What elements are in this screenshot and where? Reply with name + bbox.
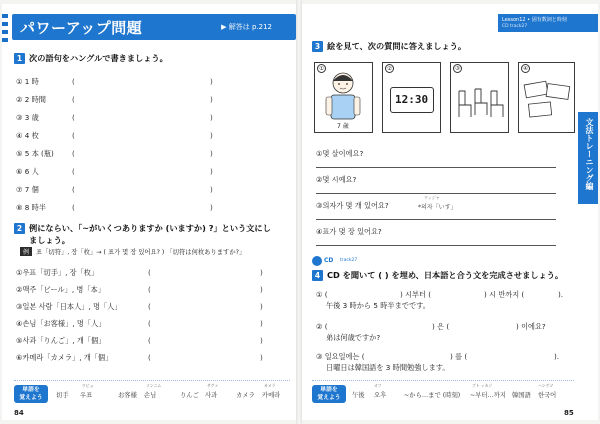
q1-heading <box>14 53 168 64</box>
vocab-ruby: オフ <box>374 383 382 388</box>
vocab-badge-line2: 覚えよう <box>317 395 341 401</box>
q1-item: ③ 3 歳 <box>16 113 39 122</box>
answer-blank-open[interactable]: ( <box>72 149 75 158</box>
answer-blank-open[interactable]: ( <box>148 302 151 311</box>
answer-blank-open[interactable]: ( <box>148 319 151 328</box>
cd-track: track27 <box>340 258 358 263</box>
vocab-ja: お客様 <box>118 392 137 399</box>
vocab-ko: 오후 <box>374 392 387 399</box>
vocab-ja: 午後 <box>352 392 365 399</box>
answer-blank-open[interactable]: ( <box>148 353 151 362</box>
vocab-ruby: ウピョ <box>82 383 94 388</box>
q3-heading <box>312 41 466 52</box>
answer-blank-open[interactable]: ( <box>148 336 151 345</box>
q4-heading <box>312 270 563 281</box>
vocab-ruby: ソンニム <box>146 383 162 388</box>
vocab-ruby: カメラ <box>264 383 276 388</box>
answer-blank-open[interactable]: ( <box>72 185 75 194</box>
q4-fragment: ) 시 반까지 ( <box>484 290 525 299</box>
page-number: 84 <box>14 409 24 417</box>
q2-item: ②맥주「ビール」, 병「本」 <box>16 285 105 294</box>
q4-translation: 日曜日は韓国語を 3 時間勉強します。 <box>326 363 450 372</box>
q1-item: ④ 4 枚 <box>16 131 39 140</box>
right-page <box>302 4 598 420</box>
answer-line[interactable] <box>316 219 556 220</box>
vocab-badge-line1: 単語を <box>320 387 338 393</box>
vocab-badge <box>14 385 48 403</box>
picture-number: ④ <box>521 64 530 73</box>
q4-fragment: ) 시부터 ( <box>400 290 432 299</box>
answer-blank-close: ) <box>210 149 213 158</box>
answer-blank-close: ) <box>210 167 213 176</box>
q4-fragment: ② ( <box>316 322 328 331</box>
answer-blank-open[interactable]: ( <box>72 113 75 122</box>
digital-clock-icon <box>390 87 434 113</box>
title-bar <box>12 14 296 40</box>
answer-blank-close: ) <box>260 285 263 294</box>
page-number: 85 <box>564 409 574 417</box>
chairs-icon <box>451 69 508 129</box>
q4-translation: 弟は何歳ですか? <box>326 333 381 342</box>
q4-fragment: ① ( <box>316 290 328 299</box>
vocab-ko: 손님 <box>144 392 157 399</box>
side-tab[interactable] <box>578 112 598 204</box>
boy-illustration <box>315 65 372 125</box>
answer-blank-open[interactable]: ( <box>72 95 75 104</box>
vocab-ko: ~부터…까지 <box>470 392 506 399</box>
answer-line[interactable] <box>316 245 556 246</box>
clock-time: 12:30 <box>395 93 429 106</box>
q3-question: ①몇 살이에요? <box>316 149 364 158</box>
q1-item: ⑥ 6 人 <box>16 167 39 176</box>
answer-blank-close: ) <box>260 302 263 311</box>
vocab-badge <box>312 385 346 403</box>
vocab-ko: 카메라 <box>262 392 281 399</box>
answer-blank-open[interactable]: ( <box>72 77 75 86</box>
answer-blank-open[interactable]: ( <box>72 131 75 140</box>
q4-number: 4 <box>312 270 323 281</box>
answer-blank-close: ) <box>210 203 213 212</box>
q2-item: ④손님「お客様」, 명「人」 <box>16 319 106 328</box>
picture-clock <box>382 62 441 133</box>
q3-question: ②몇 시예요? <box>316 175 357 184</box>
vocab-ko: 사과 <box>205 392 218 399</box>
q4-translation: 午後 3 時から 5 時半までです。 <box>326 301 430 310</box>
q4-fragment: ). <box>558 290 564 299</box>
q4-fragment: ) 이에요? <box>516 322 546 331</box>
vocab-ko: 한국어 <box>538 392 557 399</box>
answer-blank-close: ) <box>210 77 213 86</box>
chair-note: *의자「いす」 <box>418 204 457 211</box>
q4-fragment: ③ 일요일에는 ( <box>316 352 365 361</box>
q3-question: ④표가 몇 장 있어요? <box>316 227 382 236</box>
q4-instruction: CD を聞いて ( ) を埋め、日本語と合う文を完成させましょう。 <box>327 270 564 280</box>
lesson-bar <box>498 14 598 32</box>
example-text: 표「切符」, 장「枚」→ ( 표가 몇 장 있어요? ) 「切符は何枚ありますか?」 <box>36 249 246 256</box>
answer-line[interactable] <box>316 167 556 168</box>
q1-item: ① 1 時 <box>16 77 39 86</box>
picture-number: ③ <box>453 64 462 73</box>
left-page <box>2 4 296 420</box>
vocab-ja: りんご <box>180 392 199 399</box>
lesson-title: Lesson12 • 固有数詞と時刻 <box>502 17 567 23</box>
answer-blank-close: ) <box>210 185 213 194</box>
q2-number: 2 <box>14 223 25 234</box>
picture-number: ① <box>317 64 326 73</box>
answer-blank-open[interactable]: ( <box>148 268 151 277</box>
chair-ruby: ウィジャ <box>424 195 440 200</box>
q1-instruction: 次の語句をハングルで書きましょう。 <box>29 53 168 63</box>
age-caption: 7 歳 <box>337 123 349 130</box>
answer-blank-open[interactable]: ( <box>72 203 75 212</box>
vocab-badge-line2: 覚えよう <box>19 395 43 401</box>
vocab-ko: 우표 <box>80 392 93 399</box>
q1-item: ⑦ 7 個 <box>16 185 39 194</box>
vocab-badge-line1: 単語を <box>22 387 40 393</box>
answer-blank-close: ) <box>260 268 263 277</box>
q2-item: ①우표「切手」, 장「枚」 <box>16 268 99 277</box>
q1-item: ⑤ 5 本 (瓶) <box>16 149 54 158</box>
q3-number: 3 <box>312 41 323 52</box>
answer-blank-close: ) <box>210 95 213 104</box>
q2-instruction-line2: ましょう。 <box>29 235 70 245</box>
vocab-ja: 韓国語 <box>512 392 531 399</box>
q2-item: ③일본 사람「日本人」, 명「人」 <box>16 302 122 311</box>
q2-item: ⑥카메라「カメラ」, 개「個」 <box>16 353 113 362</box>
answer-line[interactable] <box>316 193 556 194</box>
tickets-icon <box>519 69 574 129</box>
answer-reference: ▶ 解答は p.212 <box>221 23 272 31</box>
vocab-ruby: ブト ッカジ <box>472 383 493 388</box>
vocab-ruby: ハングゴ <box>538 383 554 388</box>
q3-instruction: 絵を見て、次の質問に答えましょう。 <box>327 41 467 51</box>
cd-icon <box>312 256 322 266</box>
vocab-ruby: サグァ <box>207 383 219 388</box>
answer-blank-close: ) <box>210 131 213 140</box>
lesson-subtitle: CD track27 <box>502 24 528 29</box>
picture-tickets <box>518 62 575 133</box>
vocab-ja: 切手 <box>56 392 69 399</box>
page-title: パワーアップ問題 <box>20 19 143 37</box>
answer-blank-open[interactable]: ( <box>148 285 151 294</box>
side-tab-label: 文法トレーニング編 <box>585 118 594 190</box>
picture-chairs <box>450 62 509 133</box>
vocab-ja: カメラ <box>236 392 255 399</box>
q2-instruction-line1: 例にならい、「~がいくつありますか (いますか) ?」という文にし <box>29 223 271 233</box>
q2-heading <box>14 223 271 234</box>
picture-number: ② <box>385 64 394 73</box>
answer-blank-close: ) <box>260 336 263 345</box>
answer-blank-close: ) <box>260 319 263 328</box>
picture-boy <box>314 62 373 133</box>
vocab-box <box>312 380 574 402</box>
q1-item: ⑧ 8 時半 <box>16 203 46 212</box>
q2-item: ⑤사과「りんご」, 개「個」 <box>16 336 106 345</box>
q2-example <box>20 247 245 256</box>
vocab-box <box>14 380 290 402</box>
q4-fragment: ) 은 ( <box>432 322 450 331</box>
example-tag: 例 <box>20 247 32 256</box>
q3-question: ③의자가 몇 개 있어요? <box>316 201 389 210</box>
answer-blank-open[interactable]: ( <box>72 167 75 176</box>
q1-item: ② 2 時間 <box>16 95 46 104</box>
q1-number: 1 <box>14 53 25 64</box>
cd-label: CD <box>324 257 334 264</box>
answer-blank-close: ) <box>260 353 263 362</box>
q4-fragment: ). <box>554 352 560 361</box>
title-stripe <box>2 14 8 42</box>
vocab-ja: ~から…まで (時刻) <box>404 392 461 399</box>
answer-blank-close: ) <box>210 113 213 122</box>
q4-fragment: ) 를 ( <box>450 352 468 361</box>
